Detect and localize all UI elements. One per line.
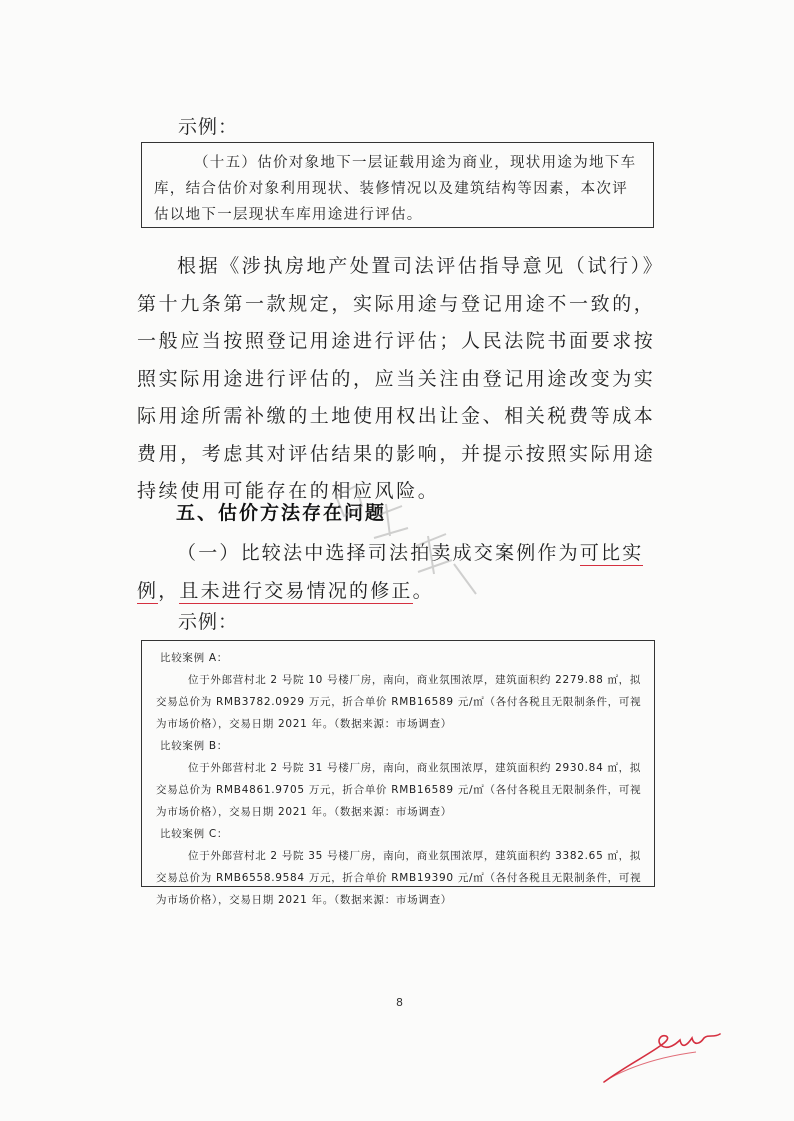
case-c-title: 比较案例 C： <box>160 828 229 840</box>
example-box-2 <box>141 640 655 906</box>
example-label-1: 示例： <box>178 116 239 138</box>
example-label-2: 示例： <box>178 611 239 633</box>
case-a-body: 位于外郎营村北 2 号院 10 号楼厂房，南向，商业氛围浓厚，建筑面积约 2279.88 ㎡，拟交易总价为 RMB3782.0929 万元，折合单价 RMB16589 元/㎡（各付各税且无限制条件，可视为市场价格），交易日期 2021 年。（数据来源：市场调查） <box>156 674 642 730</box>
section-heading: 五、估价方法存在问题 <box>176 502 387 524</box>
issue-1-paragraph <box>137 535 672 610</box>
issue-1-underlined-comparable: 可比实例 <box>137 542 644 602</box>
page-number: 8 <box>396 996 403 1009</box>
signature-mark <box>596 1016 736 1096</box>
body-paragraph-1 <box>137 248 665 511</box>
example-box-1 <box>141 142 654 228</box>
example-1-text: （十五）估价对象地下一层证载用途为商业，现状用途为地下车库，结合估价对象利用现状、装修情况以及建筑结构等因素，本次评估以地下一层现状车库用途进行评估。 <box>154 155 637 223</box>
issue-1-underlined-no-correction: 且未进行交易情况的修正 <box>179 579 413 602</box>
issue-1-text-c: ， <box>158 579 180 602</box>
paragraph-1-text: 根据《涉执房地产处置司法评估指导意见（试行）》第十九条第一款规定，实际用途与登记用途不一致的，一般应当按照登记用途进行评估；人民法院书面要求按照实际用途进行评估的，应当关注由登记用途改变为实际用途所需补缴的土地使用权出让金、相关税费等成本费用，考虑其对评估结果的影响，并提示按照实际用途持续使用可能存在的相应风险。 <box>137 255 665 502</box>
case-b-body: 位于外郎营村北 2 号院 31 号楼厂房，南向，商业氛围浓厚，建筑面积约 2930.84 ㎡，拟交易总价为 RMB4861.9705 万元，折合单价 RMB16589 元/㎡（各付各税且无限制条件，可视为市场价格），交易日期 2021 年。（数据来源：市场调查） <box>156 762 642 818</box>
case-a-title: 比较案例 A： <box>160 652 228 664</box>
case-b-title: 比较案例 B： <box>160 740 228 752</box>
case-c-body: 位于外郎营村北 2 号院 35 号楼厂房，南向，商业氛围浓厚，建筑面积约 3382.65 ㎡，拟交易总价为 RMB6558.9584 万元，折合单价 RMB19390 元/㎡（各付各税且无限制条件，可视为市场价格），交易日期 2021 年。（数据来源：市场调查） <box>156 850 642 906</box>
issue-1-text-a: （一）比较法中选择司法拍卖成交案例作为 <box>177 542 580 564</box>
issue-1-text-e: 。 <box>412 579 434 602</box>
